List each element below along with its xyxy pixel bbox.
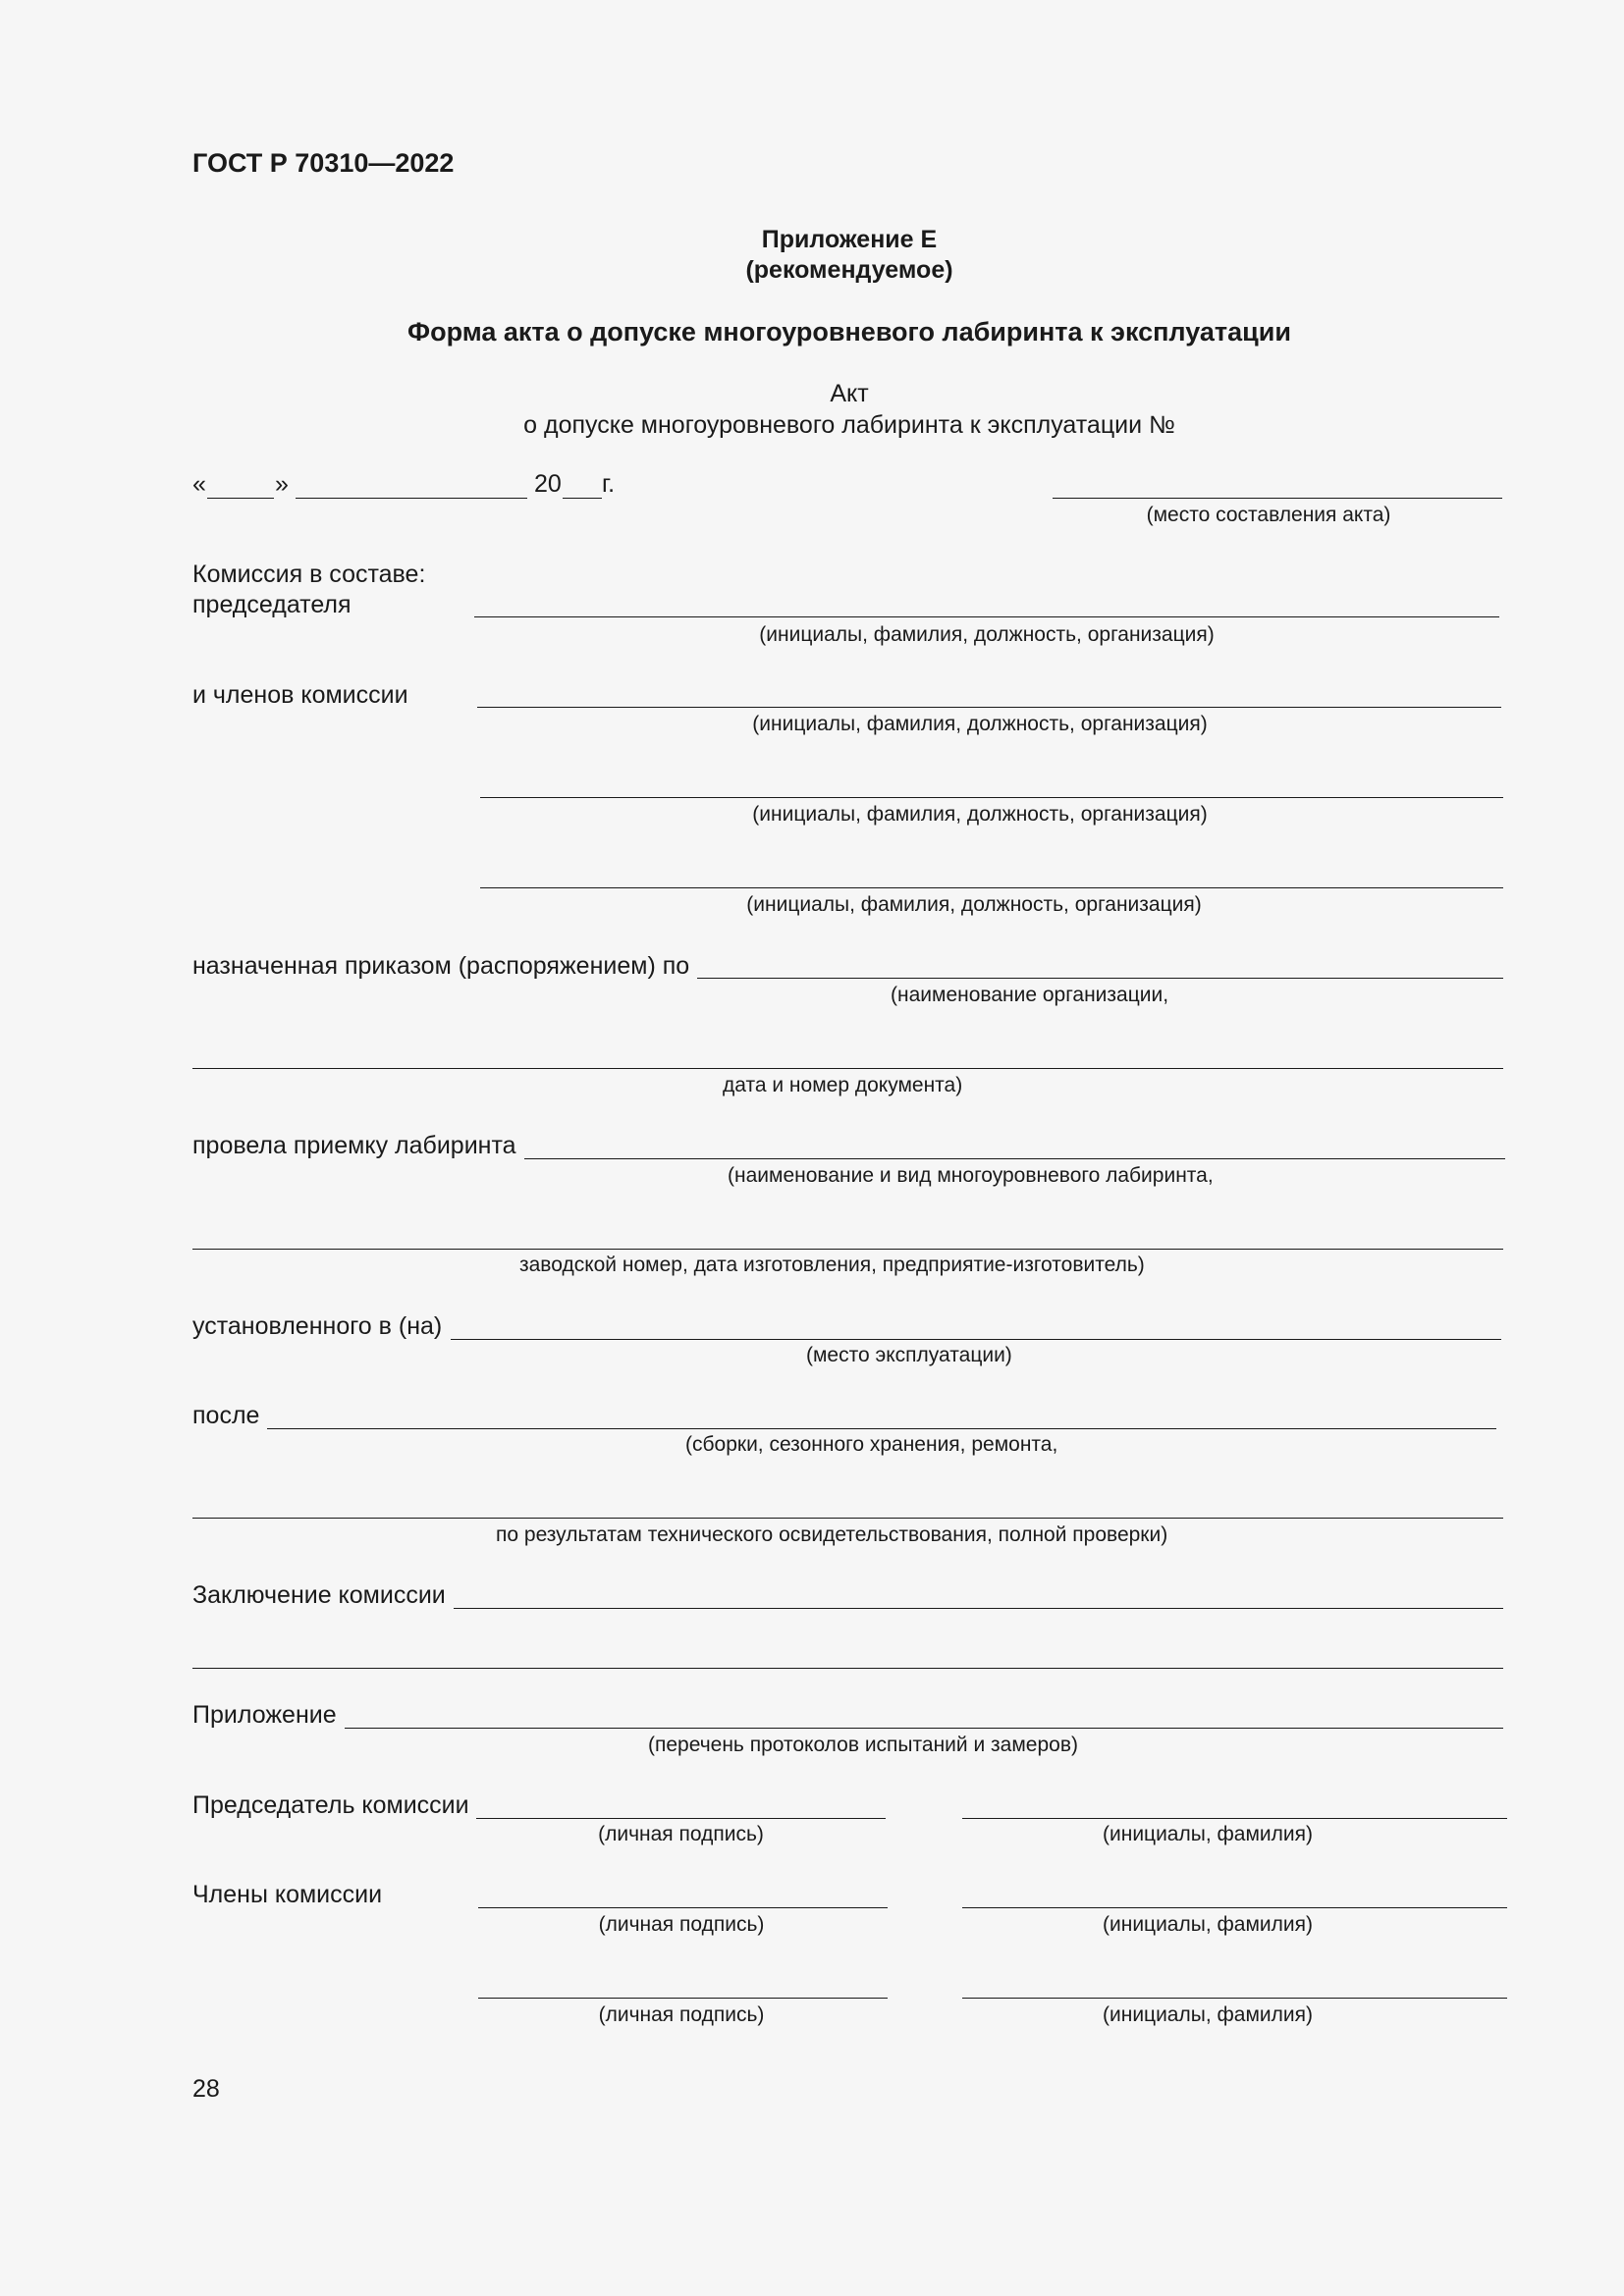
order-field-2[interactable] (192, 1068, 1503, 1069)
act-subtitle: о допуске многоуровневого лабиринта к эксплуатации № (523, 411, 1175, 439)
conclusion-field-2[interactable] (192, 1668, 1503, 1669)
act-title: Акт (830, 380, 869, 407)
document-code: ГОСТ Р 70310—2022 (192, 148, 455, 178)
after-field[interactable] (267, 1428, 1496, 1429)
member-signature-caption-1: (личная подпись) (598, 1913, 765, 1936)
place-field[interactable] (1053, 498, 1502, 499)
conclusion-label: Заключение комиссии (192, 1581, 446, 1609)
member-signature-caption-2: (личная подпись) (598, 2003, 765, 2026)
chair-signature-field[interactable] (476, 1818, 886, 1819)
acceptance-field-2[interactable] (192, 1249, 1503, 1250)
sign-members-label: Члены комиссии (192, 1881, 383, 1908)
member-field-1[interactable] (477, 707, 1501, 708)
day-field[interactable] (207, 498, 274, 499)
commission-heading: Комиссия в составе: (192, 561, 426, 588)
member-name-caption-2: (инициалы, фамилия) (1103, 2003, 1313, 2026)
year-suffix: г. (602, 470, 616, 498)
chair-signature-caption: (личная подпись) (598, 1823, 764, 1845)
order-label: назначенная приказом (распоряжением) по (192, 952, 690, 980)
member-signature-field-2[interactable] (478, 1998, 888, 1999)
chair-label: председателя (192, 591, 352, 618)
member-caption-2: (инициалы, фамилия, должность, организация) (752, 803, 1208, 826)
appendix-label: Приложение (192, 1701, 337, 1729)
members-label: и членов комиссии (192, 681, 408, 709)
conclusion-field[interactable] (454, 1608, 1503, 1609)
order-caption-1: (наименование организации, (891, 984, 1169, 1006)
chair-name-caption: (инициалы, фамилия) (1103, 1823, 1313, 1845)
after-caption-1: (сборки, сезонного хранения, ремонта, (685, 1433, 1058, 1456)
chair-name-field[interactable] (962, 1818, 1507, 1819)
year-field[interactable] (563, 498, 602, 499)
date-close-quote: » (275, 470, 289, 498)
acceptance-caption-1: (наименование и вид многоуровневого лабиринта, (728, 1164, 1214, 1187)
member-field-2[interactable] (480, 797, 1503, 798)
acceptance-field[interactable] (524, 1158, 1505, 1159)
place-caption: (место составления акта) (1146, 504, 1391, 526)
appendix-caption: (перечень протоколов испытаний и замеров) (648, 1734, 1078, 1756)
year-prefix: 20 (534, 470, 562, 498)
appendix-field[interactable] (345, 1728, 1503, 1729)
after-caption-2: по результатам технического освидетельствования, полной проверки) (496, 1523, 1168, 1546)
member-name-field-1[interactable] (962, 1907, 1507, 1908)
after-label: после (192, 1402, 260, 1429)
after-field-2[interactable] (192, 1518, 1503, 1519)
chair-field[interactable] (474, 616, 1499, 617)
annex-status: (рекомендуемое) (745, 256, 953, 284)
member-caption-3: (инициалы, фамилия, должность, организация) (746, 893, 1202, 916)
sign-chair-label: Председатель комиссии (192, 1791, 469, 1819)
page-number: 28 (192, 2075, 220, 2103)
annex-title: Приложение Е (761, 226, 938, 253)
order-caption-2: дата и номер документа) (723, 1074, 963, 1096)
installed-field[interactable] (451, 1339, 1501, 1340)
member-name-field-2[interactable] (962, 1998, 1507, 1999)
acceptance-caption-2: заводской номер, дата изготовления, предприятие-изготовитель) (519, 1254, 1145, 1276)
date-open-quote: « (192, 470, 206, 498)
chair-caption: (инициалы, фамилия, должность, организация) (759, 623, 1215, 646)
acceptance-label: провела приемку лабиринта (192, 1132, 516, 1159)
month-field[interactable] (296, 498, 527, 499)
order-field[interactable] (697, 978, 1503, 979)
installed-label: установленного в (на) (192, 1312, 443, 1340)
member-signature-field-1[interactable] (478, 1907, 888, 1908)
installed-caption: (место эксплуатации) (806, 1344, 1012, 1366)
member-field-3[interactable] (480, 887, 1503, 888)
member-name-caption-1: (инициалы, фамилия) (1103, 1913, 1313, 1936)
member-caption-1: (инициалы, фамилия, должность, организация) (752, 713, 1208, 735)
form-title: Форма акта о допуске многоуровневого лабиринта к эксплуатации (407, 317, 1291, 347)
